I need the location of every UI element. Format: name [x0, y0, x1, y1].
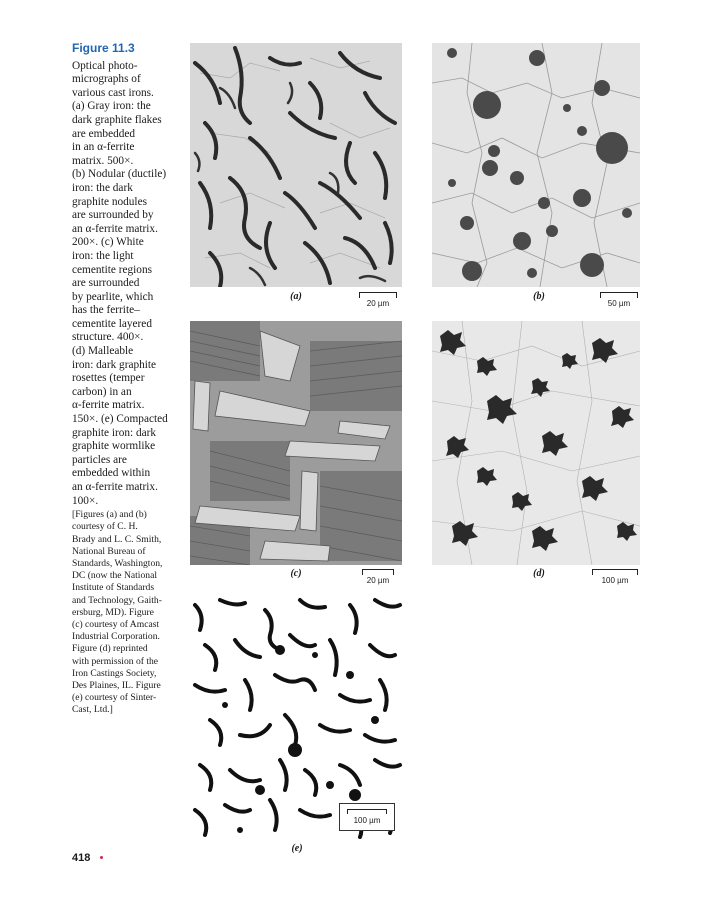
panel-label-e: (e) — [291, 843, 303, 854]
page-number: 418 — [72, 852, 91, 864]
caption-credits: [Figures (a) and (b) courtesy of C. H. Brady and L. C. Smith, National Bureau of Standards, Washington, DC (now the National Institute of Standards and Technology, Gaith- ersburg, MD). Figure (c) courtesy of Amcast Industrial Corporation. Figure (d) reprinted with permission of the Iron Castings Society, Des Plaines, IL. Figure (e) courtesy of Sinter- Cast, Ltd.] — [72, 509, 163, 716]
figure-title: Figure 11.3 — [72, 41, 135, 55]
panel-label-d: (d) — [533, 568, 545, 579]
figure-caption — [72, 42, 186, 717]
panel-label-b: (b) — [533, 291, 545, 302]
caption-body: Optical photo- micrographs of various cast irons. (a) Gray iron: the dark graphite flakes are embedded in an α-ferrite matrix. 500×. (b) Nodular (ductile) iron: the dark graphite nodules are surrounded by an α-ferrite matrix. 200×. (c) White iron: the light cementite regions are surrounded by pearlite, which has the ferrite– cementite layered structure. 400×. (d) Malleable iron: dark graphite rosettes (temper carbon) in an α-ferrite matrix. 150×. (e) Compacted graphite iron: dark graphite wormlike particles are embedded within an α-ferrite matrix. 100×. — [72, 59, 168, 507]
micrograph-c — [190, 321, 402, 565]
scale-label-e: 100 µm — [353, 816, 381, 825]
micrograph-b — [432, 43, 640, 287]
scale-label-b: 50 µm — [607, 299, 631, 308]
micrograph-d — [432, 321, 640, 565]
scale-label-a: 20 µm — [366, 299, 390, 308]
scale-bar-b — [598, 292, 640, 308]
panel-label-a: (a) — [290, 291, 302, 302]
scale-bar-e — [339, 803, 395, 831]
scale-bar-d — [590, 569, 640, 585]
scale-bar-c — [358, 569, 398, 585]
scale-label-d: 100 µm — [601, 576, 629, 585]
scale-bar-a — [358, 292, 398, 308]
micrograph-a — [190, 43, 402, 287]
panel-label-c: (c) — [290, 568, 302, 579]
page-marker-dot — [100, 856, 103, 859]
scale-label-c: 20 µm — [366, 576, 390, 585]
